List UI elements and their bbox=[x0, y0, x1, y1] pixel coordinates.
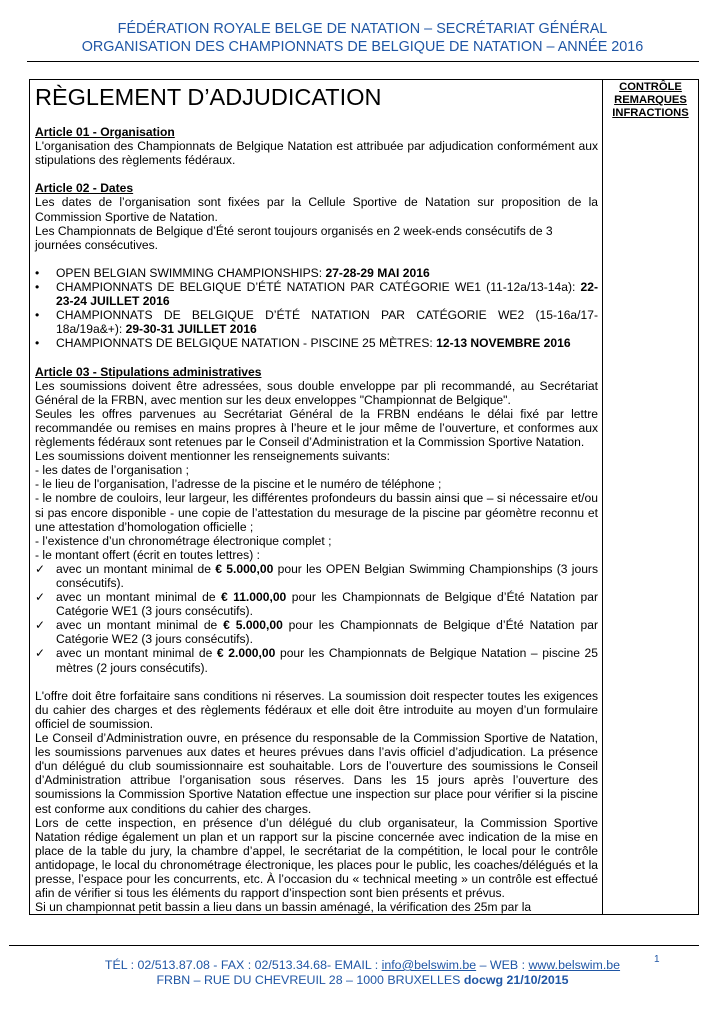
list-item: • CHAMPIONNATS DE BELGIQUE D’ÉTÉ NATATION PAR CATÉGORIE WE1 (11-12a/13-14a): 22-23-24 JUILLET 2016 bbox=[35, 280, 598, 309]
article-01-text: L'organisation des Championnats de Belgique Natation est attribuée par adjudication conformément aux stipulations des règlements fédéraux. bbox=[35, 139, 598, 168]
list-item: • OPEN BELGIAN SWIMMING CHAMPIONSHIPS: 27-28-29 MAI 2016 bbox=[35, 265, 430, 280]
article-02-paragraph: Les Championnats de Belgique d’Été seront toujours organisés en 2 week-ends consécutifs de 3 journées consécutives. bbox=[35, 223, 553, 252]
article-03-heading: Article 03 - Stipulations administratives bbox=[35, 364, 262, 379]
footer-divider bbox=[9, 945, 699, 946]
remarks-label: REMARQUES bbox=[614, 94, 687, 106]
control-column-header bbox=[603, 80, 698, 120]
article-03-paragraph: L'offre doit être forfaitaire sans conditions ni réserves. La soumission doit respecter toutes les exigences du cahier des charges et des règlements fédéraux et elle doit être introduite au moyen d’un formulaire officiel de soumission. bbox=[35, 688, 598, 731]
checkmark-icon: ✓ bbox=[35, 618, 46, 633]
document-body bbox=[35, 82, 598, 914]
bullet-icon: • bbox=[35, 280, 40, 295]
requirement-line: - le montant offert (écrit en toutes lettres) : bbox=[35, 547, 260, 562]
list-item: • CHAMPIONNATS DE BELGIQUE NATATION - PISCINE 25 MÈTRES: 12-13 NOVEMBRE 2016 bbox=[35, 336, 571, 351]
requirement-line: - l’existence d’un chronométrage électronique complet ; bbox=[35, 533, 332, 548]
document-reference: docwg 21/10/2015 bbox=[463, 973, 569, 987]
article-03-paragraph: Les soumissions doivent être adressées, sous double enveloppe par pli recommandé, au Secrétariat Général de la FRBN, avec mention sur les deux enveloppes "Championnat de Belgique". bbox=[35, 378, 598, 407]
bullet-icon: • bbox=[35, 336, 40, 351]
page-title: RÈGLEMENT D’ADJUDICATION bbox=[35, 84, 382, 110]
checkmark-icon: ✓ bbox=[35, 590, 46, 605]
article-02-paragraph: Les dates de l’organisation sont fixées par la Cellule Sportive de Natation sur proposition de la Commission Sportive de Natation. bbox=[35, 195, 598, 224]
article-01-heading: Article 01 - Organisation bbox=[35, 125, 175, 139]
list-item: ✓ avec un montant minimal de € 11.000,00 pour les Championnats de Belgique d’Été Natation par Catégorie WE1 (3 jours consécutifs). bbox=[35, 590, 599, 619]
bullet-icon: • bbox=[35, 308, 40, 323]
checkmark-icon: ✓ bbox=[35, 646, 46, 661]
website-link[interactable]: www.belswim.be bbox=[528, 958, 621, 972]
checkmark-icon: ✓ bbox=[35, 561, 46, 576]
header-organisation: ORGANISATION DES CHAMPIONNATS DE BELGIQUE DE NATATION – ANNÉE 2016 bbox=[81, 39, 644, 55]
infractions-label: INFRACTIONS bbox=[612, 107, 689, 119]
bullet-icon: • bbox=[35, 265, 40, 280]
list-item: • CHAMPIONNATS DE BELGIQUE D’ÉTÉ NATATION PAR CATÉGORIE WE2 (15-16a/17-18a/19a&+): 29-30-31 JUILLET 2016 bbox=[35, 308, 598, 337]
article-03-paragraph: Les soumissions doivent mentionner les renseignements suivants: bbox=[35, 449, 390, 464]
footer-address: FRBN – RUE DU CHEVREUIL 28 – 1000 BRUXELLES docwg 21/10/2015 bbox=[156, 973, 569, 987]
article-03-paragraph: Le Conseil d’Administration ouvre, en présence du responsable de la Commission Sportive de Natation, les soumissions parvenues aux dates et heures prévues dans l’avis officiel d’adjudication. La présence d'un délégué du club soumissionnaire est souhaitable. Lors de l’ouverture des soumissions le Conseil d’Administration attribue l’organisation sous réserves. Dans les 15 jours après l’ouverture des soumissions la Commission Sportive Natation effectue une inspection sur place pour vérifier si la piscine est conforme aux conditions du cahier des charges. bbox=[35, 731, 598, 816]
header-federation: FÉDÉRATION ROYALE BELGE DE NATATION – SECRÉTARIAT GÉNÉRAL bbox=[117, 21, 608, 37]
footer-contact: TÉL : 02/513.87.08 - FAX : 02/513.34.68- EMAIL : info@belswim.be – WEB : www.belswim.be bbox=[104, 958, 621, 972]
requirement-line: - le nombre de couloirs, leur largeur, les différentes profondeurs du bassin ainsi que – si nécessaire et/ou si pas encore disponible - une copie de l’attestation du mesurage de la piscine par géomètre reconnu et une attestation d’homologation officielle ; bbox=[35, 491, 598, 534]
list-item: ✓ avec un montant minimal de € 5.000,00 pour les Championnats de Belgique d’Été Natation par Catégorie WE2 (3 jours consécutifs). bbox=[35, 618, 598, 647]
list-item: ✓ avec un montant minimal de € 5.000,00 pour les OPEN Belgian Swimming Championships (3 jours consécutifs). bbox=[35, 561, 599, 590]
championship-dates-list bbox=[35, 266, 598, 351]
header-divider bbox=[27, 61, 699, 62]
list-item: ✓ avec un montant minimal de € 2.000,00 pour les Championnats de Belgique Natation – piscine 25 mètres (2 jours consécutifs). bbox=[35, 646, 599, 675]
article-03-paragraph: Si un championnat petit bassin a lieu dans un bassin aménagé, la vérification des 25m par la bbox=[35, 900, 532, 914]
control-column bbox=[603, 80, 698, 914]
document-table bbox=[29, 79, 699, 915]
article-03-paragraph: Lors de cette inspection, en présence d’un délégué du club organisateur, la Commission Sportive Natation rédige également un plan et un rapport sur la piscine concernée avec indication de la mise en place de la table du jury, la chambre d’appel, le secrétariat de la compétition, le local pour le contrôle antidopage, le local du chronométrage électronique, les places pour le public, les coaches/délégués et la presse, l’espace pour les concurrents, etc. À l’occasion du « technical meeting » un contrôle est effectué afin de vérifier si tous les éléments du rapport d’inspection sont bien présents et prévus. bbox=[35, 815, 598, 901]
article-02-heading: Article 02 - Dates bbox=[35, 181, 134, 196]
main-column bbox=[30, 80, 603, 914]
minimum-amounts-list bbox=[35, 562, 598, 675]
email-link[interactable]: info@belswim.be bbox=[381, 958, 477, 972]
article-03-paragraph: Seules les offres parvenues au Secrétariat Général de la FRBN endéans le délai fixé par lettre recommandée ou remises en mains propres à l’heure et le jour même de l’ouverture, et conformes aux règlements fédéraux sont retenues par le Conseil d’Administration et la Commission Sportive Natation. bbox=[35, 406, 598, 450]
requirement-line: - le lieu de l'organisation, l’adresse de la piscine et le numéro de téléphone ; bbox=[35, 477, 442, 492]
page-number: 1 bbox=[654, 954, 660, 965]
requirement-line: - les dates de l’organisation ; bbox=[35, 463, 189, 478]
control-label: CONTRÔLE bbox=[619, 81, 682, 93]
